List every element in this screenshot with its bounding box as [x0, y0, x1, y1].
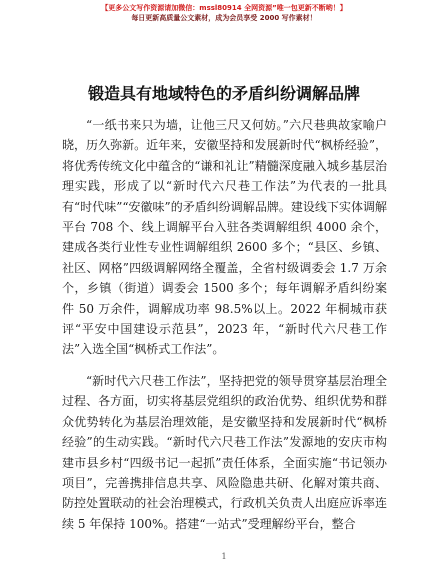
- page-number: 1: [221, 552, 227, 561]
- document-title: 锻造具有地域特色的矛盾纠纷调解品牌: [87, 84, 360, 103]
- paragraph: “新时代六尺巷工作法”，坚持把党的领导贯穿基层治理全过程、各方面，切实将基层党组织的政治优势、组织优势和群众优势转化为基层治理效能，是安徽坚持和发展新时代“枫桥经验”的生动实践。“新时代六尺巷工作法”发源地的安庆市构建市县乡村“四级书记一起抓”责任体系，全面实施“书记领办项目”，完善携排信息共享、风险隐患共研、化解对策共商、防控处置联动的社会治理模式，行政机关负责人出庭应诉率连续 5 年保持 100%。搭建“一站式”受理解纷平台，整合: [62, 373, 387, 531]
- banner-line-2: 每日更新高质量公文素材，成为会员享受 2000 写作素材！: [131, 14, 317, 22]
- paragraph: “一纸书来只为墙，让他三尺又何妨。”六尺巷典故家喻户晓，历久弥新。近年来，安徽坚持和发展新时代“枫桥经验”，将优秀传统文化中蕴含的“谦和礼让”精髓深度融入城乡基层治理实践，形成了以“新时代六尺巷工作法”为代表的一批具有“时代味”“安徽味”的矛盾纠纷调解品牌。建设线下实体调解平台 708 个、线上调解平台入驻各类调解组织 4000 余个，建成各类行业性专业性调解组织 2600 多个；“县区、乡镇、社区、网格”四级调解网络全覆盖，全省村级调委会 1.7 万余个，乡镇（街道）调委会 1500 多个；每年调解矛盾纠纷案件 50 万余件，调解成功率 98.5%以上。2022 年桐城市获评“平安中国建设示范县”，2023 年，“新时代六尺巷工作法”入选全国“枫桥式工作法”。: [62, 118, 387, 357]
- document-body: [62, 115, 387, 534]
- header-banner: [0, 3, 448, 23]
- banner-line-1: 【更多公文写作资源请加微信：mssl80914 全网资源”唯一包更新不断哟！】: [101, 4, 347, 12]
